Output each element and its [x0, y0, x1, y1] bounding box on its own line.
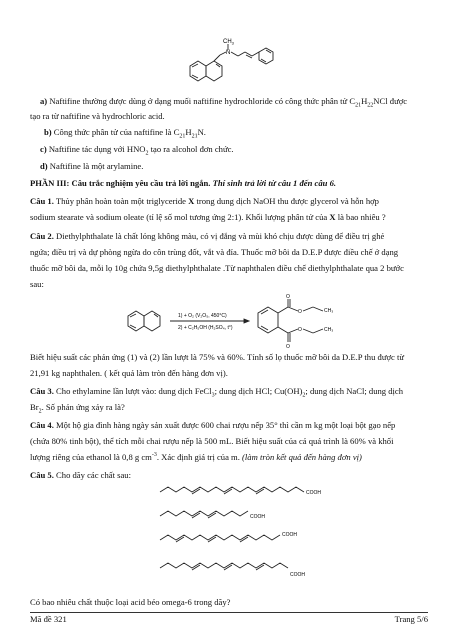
option-a: a) Naftifine thường được dùng ở dạng muối naftifine hydrochloride có công thức phân tử $C_{21}H_{22}NCl$ được [40, 96, 408, 109]
question-2-after-2: 21,91 kg naphthalen. ( kết quả làm tròn đến hàng đơn vị). [30, 368, 228, 378]
question-4-line-1: Câu 4. Một hộ gia đình hàng ngày sản xuất được 600 chai rượu nếp 35° thì cần m kg một loại bột gạo nếp [30, 420, 396, 430]
reaction-scheme [118, 292, 368, 350]
page-footer [30, 614, 428, 625]
question-2-line-4: sau: [30, 279, 44, 289]
question-2-line-3: thuốc mỡ bôi da, mỗi lọ 10g chứa 9,5g diethylphthalate .Từ naphthalen điều chế diethylphthalate qua 2 bước [30, 263, 404, 273]
exam-code: Mã đề 321 [30, 614, 67, 624]
methyl-label-2: CH₃ [324, 327, 334, 333]
acid-label-3: COOH [282, 532, 297, 538]
question-5-intro: Câu 5. Cho dãy các chất sau: [30, 470, 131, 480]
section-heading: PHẦN III: Câu trắc nghiệm yêu cầu trả lời ngắn. Thí sinh trả lời từ câu 1 đến câu 6. [30, 178, 337, 188]
carbonyl-o-1: O [286, 294, 290, 300]
option-a-continued: tạo ra từ naftifine và hydrochloric acid. [30, 111, 165, 121]
reaction-step-1: 1) + O₂ (V₂O₅, 450°C) [178, 313, 227, 319]
question-4-line-3: lượng riêng của ethanol là 0,8 g $cm^{-3}$. Xác định giá trị của m. (làm tròn kết quả đến hàng đơn vị) [30, 452, 362, 462]
fatty-acid-structures [150, 480, 350, 590]
acid-label-4: COOH [290, 572, 305, 578]
question-4-line-2: (chứa 80% tinh bột), thể tích mỗi chai rượu nếp là 500 mL. Biết hiệu suất của cả quá trình là 60% và khối [30, 436, 394, 446]
question-2-line-1: Câu 2. Diethylphthalate là chất lỏng không màu, có vị đắng và mùi khó chịu được dùng để điều trị ghẻ [30, 231, 385, 241]
page-number: Trang 5/6 [394, 614, 428, 624]
acid-label-2: COOH [250, 514, 265, 520]
option-d: d) Naftifine là một arylamine. [40, 161, 144, 171]
ester-o-1: O [298, 309, 302, 315]
question-3-line-1: Câu 3. Cho ethylamine lần lượt vào: dung dịch FeCl$_3$; dung dịch HCl; $Cu(OH)_2$; dung dịch NaCl; dung dịch [30, 386, 404, 399]
footer-divider [30, 612, 428, 613]
question-2-line-2: ngứa; điều trị và dự phòng ngừa do côn trùng đốt, vắt và đỉa. Thuốc mỡ bôi da D.E.P được điều chế ở dạng [30, 247, 399, 257]
option-b: b) Công thức phân tử của naftifine là $C_{21}H_{21}N$. [44, 127, 206, 140]
methyl-label: $CH_3$ [223, 39, 234, 46]
carbonyl-o-2: O [286, 344, 290, 350]
methyl-label-1: CH₃ [324, 308, 334, 314]
question-5-text: Có bao nhiêu chất thuộc loại acid béo omega-6 trong dãy? [30, 597, 231, 607]
reaction-step-2: 2) + C₂H₅OH (H₂SO₄, t°) [178, 325, 233, 331]
acid-label-1: COOH [306, 490, 321, 496]
question-1-line-2: sodium stearate và sodium oleate (tỉ lệ số mol tương ứng 2:1). Khối lượng phân tử của X là bao nhiêu ? [30, 212, 386, 222]
amine-n-label: N [226, 50, 231, 56]
question-2-after-1: Biết hiệu suất các phản ứng (1) và (2) lần lượt là 75% và 60%. Tính số lọ thuốc mỡ bôi da D.E.P thu được từ [30, 352, 405, 362]
question-3-line-2: $Br_2$. Số phản ứng xảy ra là? [30, 402, 125, 415]
question-1-line-1: Câu 1. Thủy phân hoàn toàn một triglyceride X trong dung dịch NaOH thu được glycerol và hỗn hợp [30, 196, 379, 206]
ester-o-2: O [298, 327, 302, 333]
option-c: c) Naftifine tác dụng với $HNO_2$ tạo ra alcohol đơn chức. [40, 144, 234, 157]
naftifine-structure [180, 36, 300, 90]
